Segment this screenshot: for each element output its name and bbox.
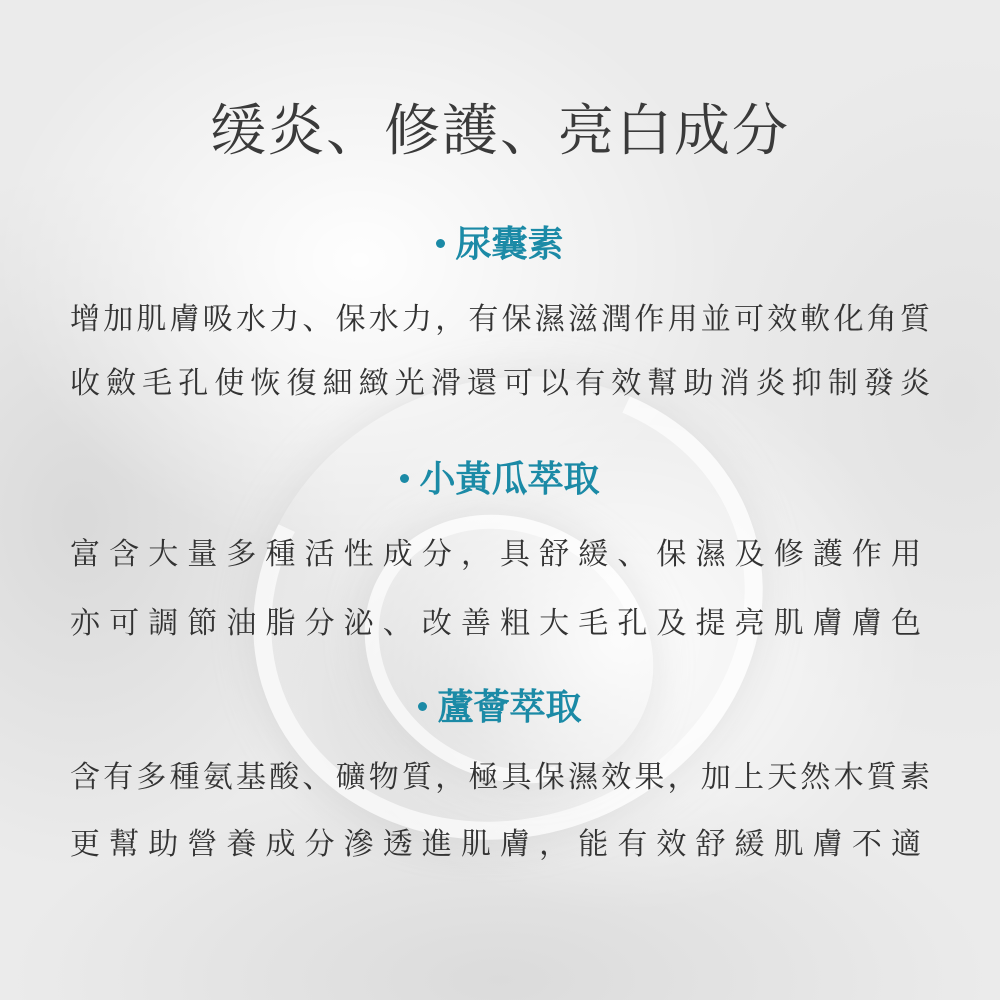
section-heading-cucumber-extract	[0, 455, 1000, 505]
section-text-line: 富含大量多種活性成分，具舒緩、保濕及修護作用	[70, 537, 930, 572]
section-text-line: 收斂毛孔使恢復細緻光滑還可以有效幫助消炎抑制發炎	[70, 366, 930, 401]
section-text-line: 含有多種氨基酸、礦物質，極具保濕效果，加上天然木質素	[70, 760, 930, 795]
section-heading-label: 蘆薈萃取	[437, 687, 582, 728]
section-text-line: 更幫助營養成分滲透進肌膚，能有效舒緩肌膚不適	[70, 827, 930, 862]
section-text-line: 亦可調節油脂分泌、改善粗大毛孔及提亮肌膚膚色	[70, 606, 930, 641]
section-heading-aloe-extract	[0, 683, 1000, 733]
bullet-dot-icon	[418, 702, 427, 711]
section-heading-allantoin	[0, 220, 1000, 270]
section-heading-label: 小黃瓜萃取	[419, 459, 600, 500]
bullet-dot-icon	[436, 239, 445, 248]
bullet-dot-icon	[400, 474, 409, 483]
section-text-line: 增加肌膚吸水力、保水力，有保濕滋潤作用並可效軟化角質	[70, 302, 930, 337]
page-title: 缓炎、修護、亮白成分	[210, 99, 790, 164]
section-heading-label: 尿囊素	[455, 224, 564, 265]
